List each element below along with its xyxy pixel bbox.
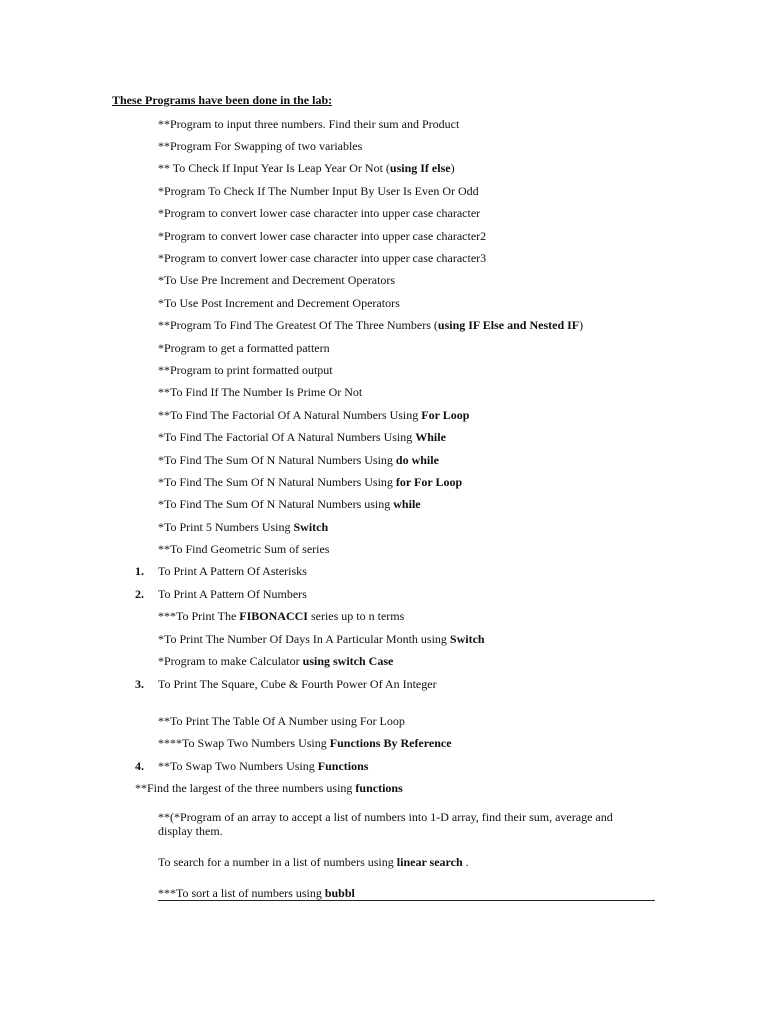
list-item (158, 759, 368, 773)
bold-text: Functions (317, 759, 369, 773)
item-text: ** To Check If Input Year Is Leap Year Or Not ( (158, 161, 390, 175)
list-item (158, 632, 485, 646)
list-item (135, 781, 403, 795)
list-item (158, 609, 404, 623)
item-text: **To Find If The Number Is Prime Or Not (158, 385, 363, 399)
list-item (158, 886, 355, 900)
bold-text: For Loop (421, 408, 470, 422)
item-text: To Print A Pattern Of Numbers (158, 587, 307, 601)
list-item (158, 318, 583, 332)
bold-text: while (393, 497, 421, 511)
item-text: . (462, 855, 469, 869)
list-item (158, 587, 307, 601)
item-text: *To Use Pre Increment and Decrement Operators (158, 273, 396, 287)
bold-text: Functions By Reference (329, 736, 452, 750)
item-text: *To Print 5 Numbers Using (158, 520, 294, 534)
list-item (158, 206, 480, 220)
item-text: **To Print The Table Of A Number using For Loop (158, 714, 405, 728)
item-text: **Program to print formatted output (158, 363, 333, 377)
list-item (158, 430, 446, 444)
list-item (158, 229, 486, 243)
list-item (158, 736, 452, 750)
item-text: **To Find Geometric Sum of series (158, 542, 330, 556)
item-text: **Program to input three numbers. Find their sum and Product (158, 117, 460, 131)
bold-text: using switch Case (302, 654, 394, 668)
bold-text: While (415, 430, 446, 444)
bold-text: linear search (396, 855, 463, 869)
list-item (158, 475, 462, 489)
list-number: 3. (135, 677, 144, 691)
item-text: **Find the largest of the three numbers using (135, 781, 356, 795)
item-text: *Program to get a formatted pattern (158, 341, 330, 355)
bold-text: bubbl (324, 886, 355, 900)
bold-text: using If else (389, 161, 451, 175)
item-text: To Print The Square, Cube & Fourth Power Of An Integer (158, 677, 437, 691)
item-text: To Print A Pattern Of Asterisks (158, 564, 307, 578)
list-number: 2. (135, 587, 144, 601)
list-item (158, 542, 329, 556)
item-text: **To Swap Two Numbers Using (158, 759, 318, 773)
page-heading: These Programs have been done in the lab: (112, 93, 333, 107)
list-number: 4. (135, 759, 144, 773)
list-item (158, 408, 469, 422)
list-item (158, 341, 330, 355)
item-text: *Program to convert lower case character into upper case character2 (158, 229, 487, 243)
bold-text: do while (395, 453, 439, 467)
list-item (158, 810, 648, 838)
list-item (158, 251, 486, 265)
item-text: *Program To Check If The Number Input By User Is Even Or Odd (158, 184, 479, 198)
item-text: series up to n terms (307, 609, 405, 623)
list-item (158, 453, 439, 467)
list-number: 1. (135, 564, 144, 578)
list-item (158, 161, 455, 175)
item-text: *To Find The Sum Of N Natural Numbers Using (158, 475, 396, 489)
item-text: *To Find The Sum Of N Natural Numbers Using (158, 453, 396, 467)
item-text: ****To Swap Two Numbers Using (158, 736, 330, 750)
item-text: ***To sort a list of numbers using (158, 886, 325, 900)
list-item (158, 677, 437, 691)
list-item (158, 296, 400, 310)
list-item (158, 714, 405, 728)
item-text: **Program For Swapping of two variables (158, 139, 363, 153)
item-text: *Program to convert lower case character into upper case character3 (158, 251, 487, 265)
item-text: **(*Program of an array to accept a list of numbers into 1-D array, find their sum, average and display them. (158, 810, 613, 838)
list-item (158, 184, 479, 198)
list-item (158, 564, 307, 578)
item-text: **Program To Find The Greatest Of The Three Numbers ( (158, 318, 438, 332)
item-text: ***To Print The (158, 609, 240, 623)
list-item (158, 385, 362, 399)
bold-text: functions (355, 781, 403, 795)
list-item (158, 654, 393, 668)
bold-text: using IF Else and Nested IF (437, 318, 580, 332)
item-text: **To Find The Factorial Of A Natural Numbers Using (158, 408, 422, 422)
item-text: *To Find The Sum Of N Natural Numbers using (158, 497, 394, 511)
list-item (158, 273, 395, 287)
bold-text: for For Loop (395, 475, 463, 489)
bold-text: Switch (449, 632, 485, 646)
bold-text: Switch (293, 520, 329, 534)
horizontal-rule (158, 900, 655, 901)
item-text: *Program to convert lower case character into upper case character (158, 206, 481, 220)
item-text: *To Find The Factorial Of A Natural Numbers Using (158, 430, 416, 444)
list-item (158, 520, 328, 534)
bold-text: FIBONACCI (239, 609, 308, 623)
list-item (158, 139, 362, 153)
item-text: *To Print The Number Of Days In A Particular Month using (158, 632, 450, 646)
list-item (158, 855, 469, 869)
item-text: *To Use Post Increment and Decrement Operators (158, 296, 400, 310)
item-text: ) (579, 318, 584, 332)
list-item (158, 117, 459, 131)
list-item (158, 363, 333, 377)
item-text: *Program to make Calculator (158, 654, 303, 668)
list-item (158, 497, 421, 511)
item-text: ) (450, 161, 455, 175)
item-text: To search for a number in a list of numbers using (158, 855, 397, 869)
